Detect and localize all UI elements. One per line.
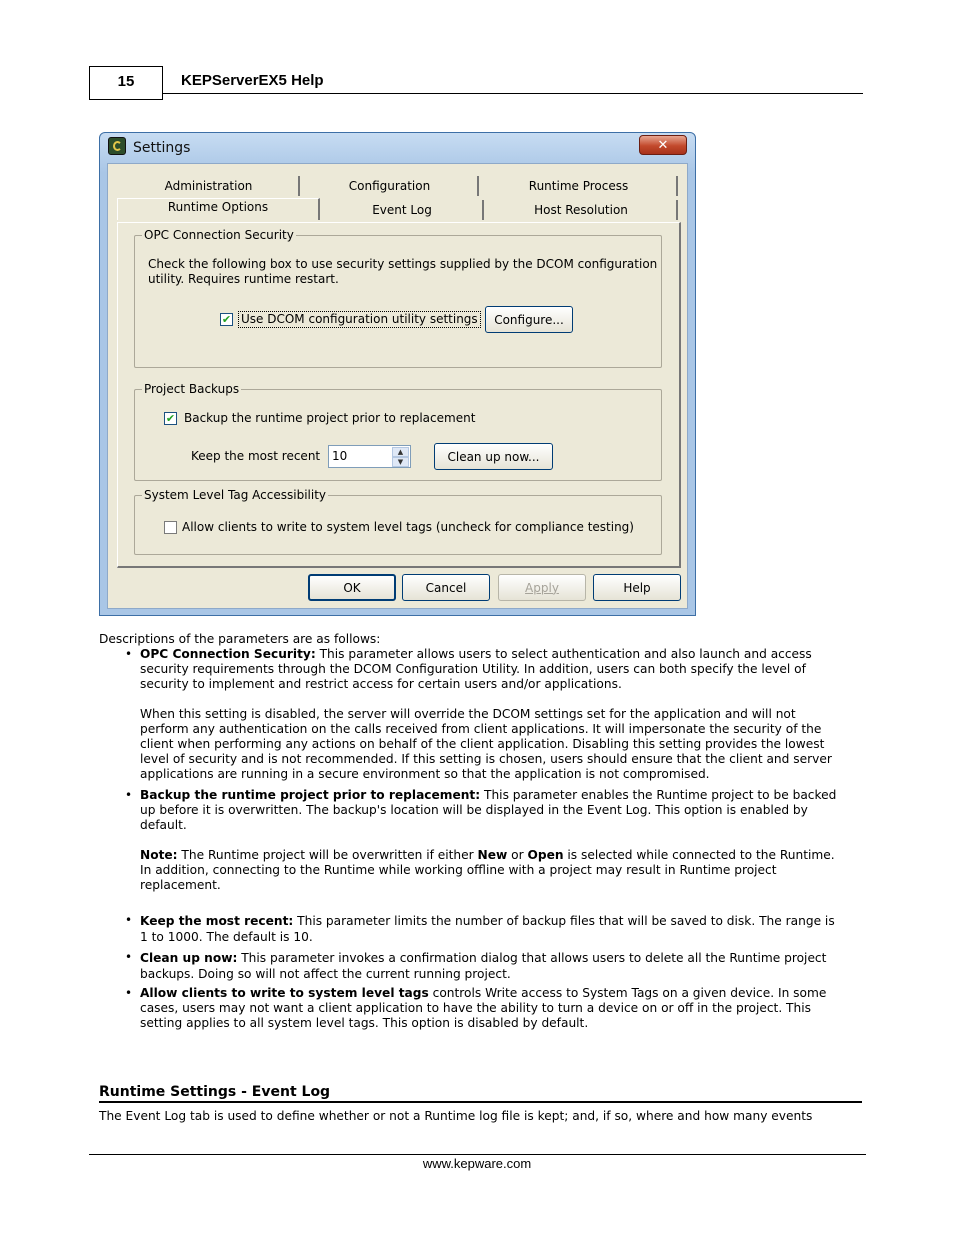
dialog-client — [107, 163, 688, 609]
bullet-icon: • — [125, 986, 133, 1000]
backup-checkbox[interactable]: ✔ — [165, 412, 176, 425]
ok-button[interactable]: OK — [308, 574, 396, 601]
configure-button[interactable]: Configure... — [485, 306, 573, 333]
term-clean-up: Clean up now: — [140, 951, 238, 965]
backup-desc: Backup the runtime project prior to replacement: This parameter enables the Runtime project to be backed up before it is overwritten. The backup's location will be displayed in the Event Log. This option is enabled by default. Note: The Runtime project will be overwritten if either New or Open is selected while connected to the Runtime. In addition, connecting to the Runtime while working offline with a project may result in Runtime project replacement. — [140, 788, 837, 892]
title-bar[interactable] — [100, 133, 695, 163]
window-title: Settings — [133, 140, 191, 156]
dcom-checkbox[interactable]: ✔ — [221, 313, 232, 326]
close-button[interactable] — [639, 135, 687, 155]
settings-dialog — [99, 132, 696, 616]
keep-recent-spinner[interactable] — [328, 445, 411, 468]
apply-button[interactable]: Apply — [498, 574, 586, 601]
term-opc-security: OPC Connection Security: — [140, 647, 316, 661]
help-button[interactable]: Help — [593, 574, 681, 601]
opc-desc-line1: Check the following box to use security settings supplied by the DCOM configuration — [148, 257, 658, 271]
tab-runtime-process[interactable]: Runtime Process — [481, 176, 678, 196]
bullet-icon: • — [125, 788, 133, 802]
opc-security-legend: OPC Connection Security — [144, 228, 294, 242]
tag-write-checkbox-label[interactable]: Allow clients to write to system level tags (uncheck for compliance testing) — [182, 520, 634, 534]
opc-security-desc: OPC Connection Security: This parameter allows users to select authentication and also launch and access security requirements through the DCOM Configuration Utility. In addition, users can both specify the level of security to implement and restrict access for certain users and/or applications. When this setting is disabled, the server will override the DCOM settings set for the application and will not perform any authentication on the calls received from client applications. It will impersonate the security of the client when performing any actions on behalf of the client application. Disabling this setting provides the lowest level of security and is not recommended. If this setting is chosen, users should ensure that the client and server applications are running in a secure environment so that the application is not compromised. — [140, 647, 832, 781]
opc-security-group — [134, 235, 662, 368]
intro-text: Descriptions of the parameters are as follows: — [99, 632, 381, 646]
section-divider — [99, 1101, 862, 1103]
tab-panel — [117, 222, 681, 568]
tab-administration[interactable]: Administration — [119, 176, 300, 196]
tab-event-log[interactable]: Event Log — [322, 200, 484, 220]
bullet-icon: • — [125, 950, 133, 964]
project-backups-legend: Project Backups — [144, 382, 240, 396]
tag-write-checkbox[interactable] — [164, 521, 177, 534]
bullet-icon: • — [125, 913, 133, 927]
page-number: 15 — [89, 66, 163, 100]
spin-down-icon[interactable]: ▼ — [392, 457, 409, 467]
keep-recent-desc: Keep the most recent: This parameter limits the number of backup files that will be saved to disk. The range is 1 to 1000. The default is 10. — [140, 914, 835, 944]
opc-desc-line2: utility. Requires runtime restart. — [148, 272, 339, 286]
doc-title: KEPServerEX5 Help — [181, 72, 324, 89]
clean-up-button[interactable]: Clean up now... — [434, 443, 553, 470]
spin-up-icon[interactable]: ▲ — [392, 447, 409, 457]
keep-recent-value[interactable]: 10 — [332, 449, 348, 463]
header-divider — [163, 93, 863, 94]
footer-divider — [89, 1154, 866, 1155]
cancel-button[interactable]: Cancel — [402, 574, 490, 601]
term-keep-recent: Keep the most recent: — [140, 914, 294, 928]
section-title: Runtime Settings - Event Log — [99, 1084, 331, 1100]
clean-up-desc: Clean up now: This parameter invokes a confirmation dialog that allows users to delete all the Runtime project backups. Doing so will not affect the current running project. — [140, 951, 827, 981]
footer-url[interactable]: www.kepware.com — [422, 1156, 532, 1171]
dcom-checkbox-label[interactable]: Use DCOM configuration utility settings — [238, 311, 481, 328]
bullet-icon: • — [125, 647, 133, 661]
app-icon — [108, 137, 126, 155]
term-tag-access: Allow clients to write to system level tags — [140, 986, 429, 1000]
close-icon: ✕ — [657, 137, 669, 153]
keep-recent-label: Keep the most recent — [191, 449, 321, 463]
tag-access-legend: System Level Tag Accessibility — [144, 488, 327, 502]
tab-host-resolution[interactable]: Host Resolution — [486, 200, 678, 220]
section-text: The Event Log tab is used to define whether or not a Runtime log file is kept; and, if so, where and how many events — [99, 1109, 813, 1123]
tab-runtime-options[interactable]: Runtime Options — [117, 198, 320, 220]
tag-access-desc: Allow clients to write to system level tags controls Write access to System Tags on a given device. In some cases, users may not want a client application to have the ability to turn a device on or off in the project. This setting applies to all system level tags. This option is disabled by default. — [140, 986, 827, 1030]
tab-configuration[interactable]: Configuration — [302, 176, 479, 196]
term-backup: Backup the runtime project prior to replacement: — [140, 788, 481, 802]
backup-checkbox-label[interactable]: Backup the runtime project prior to replacement — [184, 411, 476, 425]
